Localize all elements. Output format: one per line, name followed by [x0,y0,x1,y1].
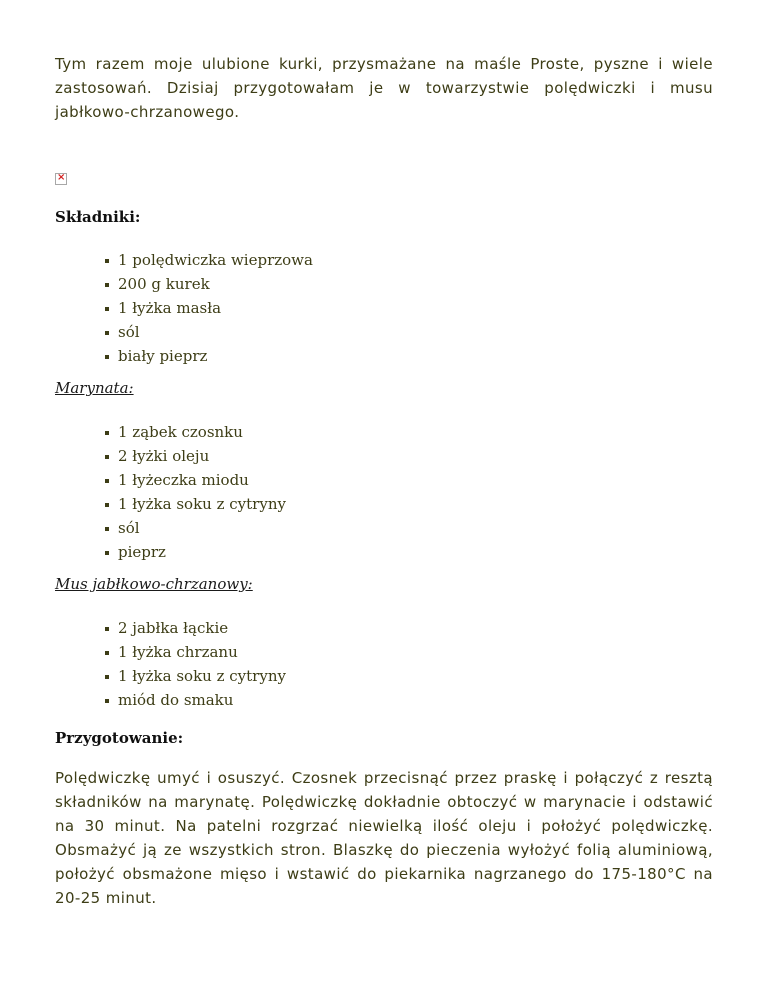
list-item: 1 łyżeczka miodu [105,468,713,492]
list-item: sól [105,320,713,344]
marinade-heading: Marynata: [55,379,134,397]
mousse-list [55,616,713,712]
list-item: 1 łyżka soku z cytryny [105,492,713,516]
list-item: 1 łyżka chrzanu [105,640,713,664]
list-item: sól [105,516,713,540]
list-item: 2 łyżki oleju [105,444,713,468]
list-item: 1 łyżka soku z cytryny [105,664,713,688]
list-item: 200 g kurek [105,272,713,296]
list-item: miód do smaku [105,688,713,712]
ingredients-list [55,248,713,368]
list-item: pieprz [105,540,713,564]
intro-paragraph: Tym razem moje ulubione kurki, przysmażane na maśle Proste, pyszne i wiele zastosowań. Dzisiaj przygotowałam je w towarzystwie polędwiczki i musu jabłkowo-chrzanowego. [55,55,713,121]
list-item: 1 łyżka masła [105,296,713,320]
preparation-heading: Przygotowanie: [55,729,184,747]
list-item: 1 ząbek czosnku [105,420,713,444]
preparation-paragraph: Polędwiczkę umyć i osuszyć. Czosnek przecisnąć przez praskę i połączyć z resztą składników na marynatę. Polędwiczkę dokładnie obtoczyć w marynacie i odstawić na 30 minut. Na patelni rozgrzać niewielką ilość oleju i położyć polędwiczkę. Obsmażyć ją ze wszystkich stron. Blaszkę do pieczenia wyłożyć folią aluminiową, położyć obsmażone mięso i wstawić do piekarnika nagrzanego do 175-180°C na 20-25 minut. [55,769,713,907]
broken-image-icon: × [57,172,66,183]
ingredients-heading: Składniki: [55,208,141,226]
marinade-list [55,420,713,564]
list-item: biały pieprz [105,344,713,368]
mousse-heading: Mus jabłkowo-chrzanowy: [55,575,253,593]
recipe-article [55,52,713,910]
list-item: 1 polędwiczka wieprzowa [105,248,713,272]
list-item: 2 jabłka łąckie [105,616,713,640]
